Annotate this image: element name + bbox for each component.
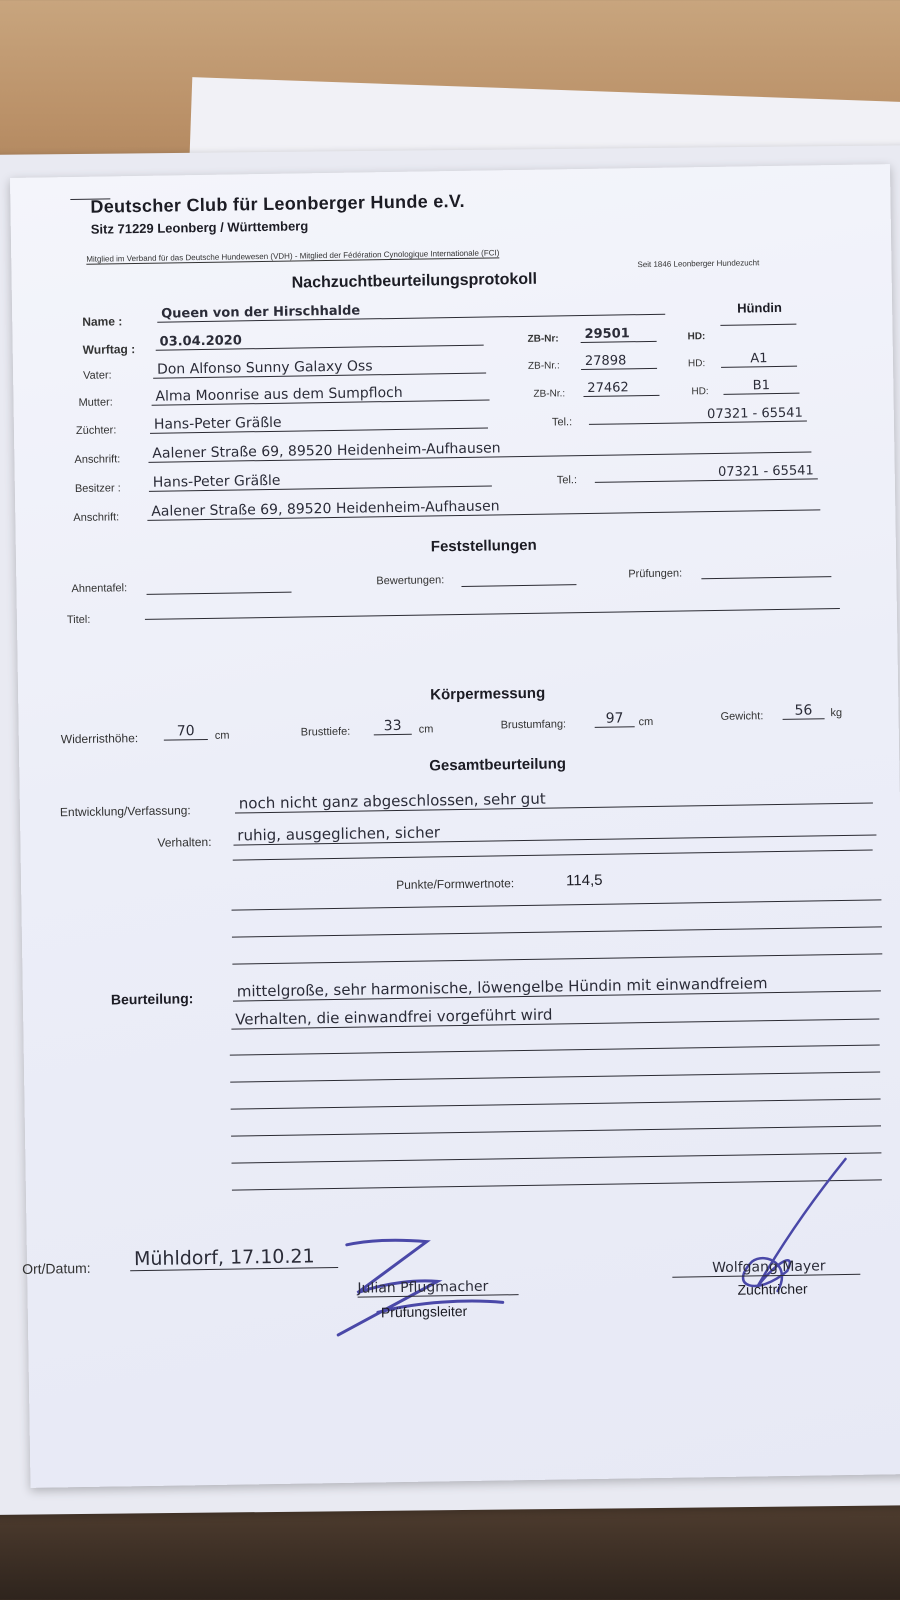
protocol-document <box>10 164 900 1488</box>
zuechter-anschrift-value: Aalener Straße 69, 89520 Heidenheim-Aufhausen <box>148 435 811 462</box>
mutter-value: Alma Moonrise aus dem Sumpfloch <box>151 383 489 405</box>
dog-name: Queen von der Hirschhalde <box>157 299 665 323</box>
blank-line-3 <box>232 953 882 964</box>
zb-value: 29501 <box>580 326 656 343</box>
vater-zb-value: 27898 <box>581 353 657 370</box>
zb-label: ZB-Nr: <box>527 333 559 345</box>
vater-hd-value: A1 <box>721 351 797 368</box>
pruefungsleiter-name: Julian Pflugmacher <box>357 1278 518 1298</box>
entwicklung-label: Entwicklung/Verfassung: <box>59 803 191 820</box>
vater-hd-label: HD: <box>687 358 706 370</box>
blank-line-2 <box>232 926 882 937</box>
besitzer-label: Besitzer : <box>74 482 121 496</box>
besitzer-tel-value: 07321 - 65541 <box>595 463 818 483</box>
brusttiefe-unit: cm <box>418 723 434 736</box>
beurteilung-blank-3 <box>231 1098 881 1109</box>
zuchtrichter-role: Zuchtricher <box>737 1280 808 1298</box>
bewertungen-label: Bewertungen: <box>376 574 445 588</box>
besitzer-anschrift-label: Anschrift: <box>73 511 120 525</box>
zuechter-anschrift-label: Anschrift: <box>74 453 121 467</box>
besitzer-anschrift-value: Aalener Straße 69, 89520 Heidenheim-Aufhausen <box>147 493 820 521</box>
dog-sex: Hündin <box>737 299 783 316</box>
punkte-value: 114,5 <box>565 871 603 890</box>
gewicht-unit: kg <box>830 706 843 720</box>
beurteilung-line-2: Verhalten, die einwandfrei vorgeführt wird <box>231 1000 879 1029</box>
entwicklung-value: noch nicht ganz abgeschlossen, sehr gut <box>235 785 873 814</box>
membership-note: Mitglied im Verband für das Deutsche Hundewesen (VDH) - Mitglied der Fédération Cynologique Internationale (FCI) <box>86 248 500 264</box>
beurteilung-line-1: mittelgroße, sehr harmonische, löwengelbe Hündin mit einwandfreiem <box>233 972 881 1001</box>
ort-label: Ort/Datum: <box>22 1259 91 1277</box>
name-label: Name : <box>82 314 123 329</box>
blank-line-1 <box>232 899 882 910</box>
widerrist-unit: cm <box>214 729 230 742</box>
vater-label: Vater: <box>83 369 112 382</box>
beurteilung-blank-2 <box>230 1071 880 1082</box>
titel-label: Titel: <box>66 613 91 627</box>
zuechter-label: Züchter: <box>75 424 117 437</box>
hd-value <box>720 324 796 326</box>
brustumfang-value: 97 <box>594 710 634 728</box>
beurteilung-blank-1 <box>230 1044 880 1055</box>
widerrist-label: Widerristhöhe: <box>60 731 139 747</box>
gesamtbeurteilung-heading: Gesamtbeurteilung <box>429 755 567 775</box>
wurftag-label: Wurftag : <box>82 342 136 357</box>
hd-label: HD: <box>687 331 706 343</box>
brusttiefe-value: 33 <box>374 718 412 736</box>
beurteilung-blank-4 <box>231 1125 881 1136</box>
ort-value: Mühldorf, 17.10.21 <box>130 1245 338 1271</box>
vater-zb-label: ZB-Nr.: <box>527 360 560 372</box>
bewertungen-line <box>461 584 576 587</box>
ahnentafel-line <box>147 592 292 595</box>
beurteilung-label: Beurteilung: <box>110 990 194 1008</box>
vater-value: Don Alfonso Sunny Galaxy Oss <box>153 357 486 379</box>
verhalten-line-2 <box>233 850 873 861</box>
since-note: Seit 1846 Leonberger Hundezucht <box>637 258 760 270</box>
zuchtrichter-name: Wolfgang Mayer <box>672 1258 861 1278</box>
brustumfang-unit: cm <box>638 715 654 729</box>
zuechter-value: Hans-Peter Gräßle <box>150 412 488 434</box>
wurftag-value: 03.04.2020 <box>155 330 483 351</box>
brusttiefe-label: Brusttiefe: <box>300 725 351 739</box>
brustumfang-label: Brustumfang: <box>500 718 567 732</box>
verhalten-value: ruhig, ausgeglichen, sicher <box>233 816 876 845</box>
zuechter-tel-value: 07321 - 65541 <box>589 406 807 425</box>
koerpermessung-heading: Körpermessung <box>430 684 546 704</box>
punkte-label: Punkte/Formwertnote: <box>396 876 515 893</box>
mutter-hd-value: B1 <box>723 378 799 395</box>
pruefungen-line <box>701 576 831 579</box>
pruefungen-label: Prüfungen: <box>628 567 683 581</box>
pruefungsleiter-role: Prüfungsleiter <box>380 1302 468 1321</box>
widerrist-value: 70 <box>164 723 208 741</box>
mutter-zb-value: 27462 <box>583 380 659 397</box>
zuechter-tel-label: Tel.: <box>551 416 573 429</box>
gewicht-label: Gewicht: <box>720 710 764 723</box>
feststellungen-heading: Feststellungen <box>430 536 537 556</box>
mutter-hd-label: HD: <box>691 386 709 398</box>
gewicht-value: 56 <box>782 702 824 720</box>
ahnentafel-label: Ahnentafel: <box>71 582 128 596</box>
club-seat: Sitz 71229 Leonberg / Württemberg <box>90 218 309 237</box>
mutter-label: Mutter: <box>78 396 113 409</box>
document-title: Nachzuchtbeurteilungsprotokoll <box>291 270 538 292</box>
club-name: Deutscher Club für Leonberger Hunde e.V. <box>90 190 465 217</box>
mutter-zb-label: ZB-Nr.: <box>533 388 566 400</box>
verhalten-label: Verhalten: <box>157 834 212 850</box>
besitzer-tel-label: Tel.: <box>556 474 578 487</box>
titel-line <box>145 608 840 620</box>
besitzer-value: Hans-Peter Gräßle <box>149 469 492 491</box>
